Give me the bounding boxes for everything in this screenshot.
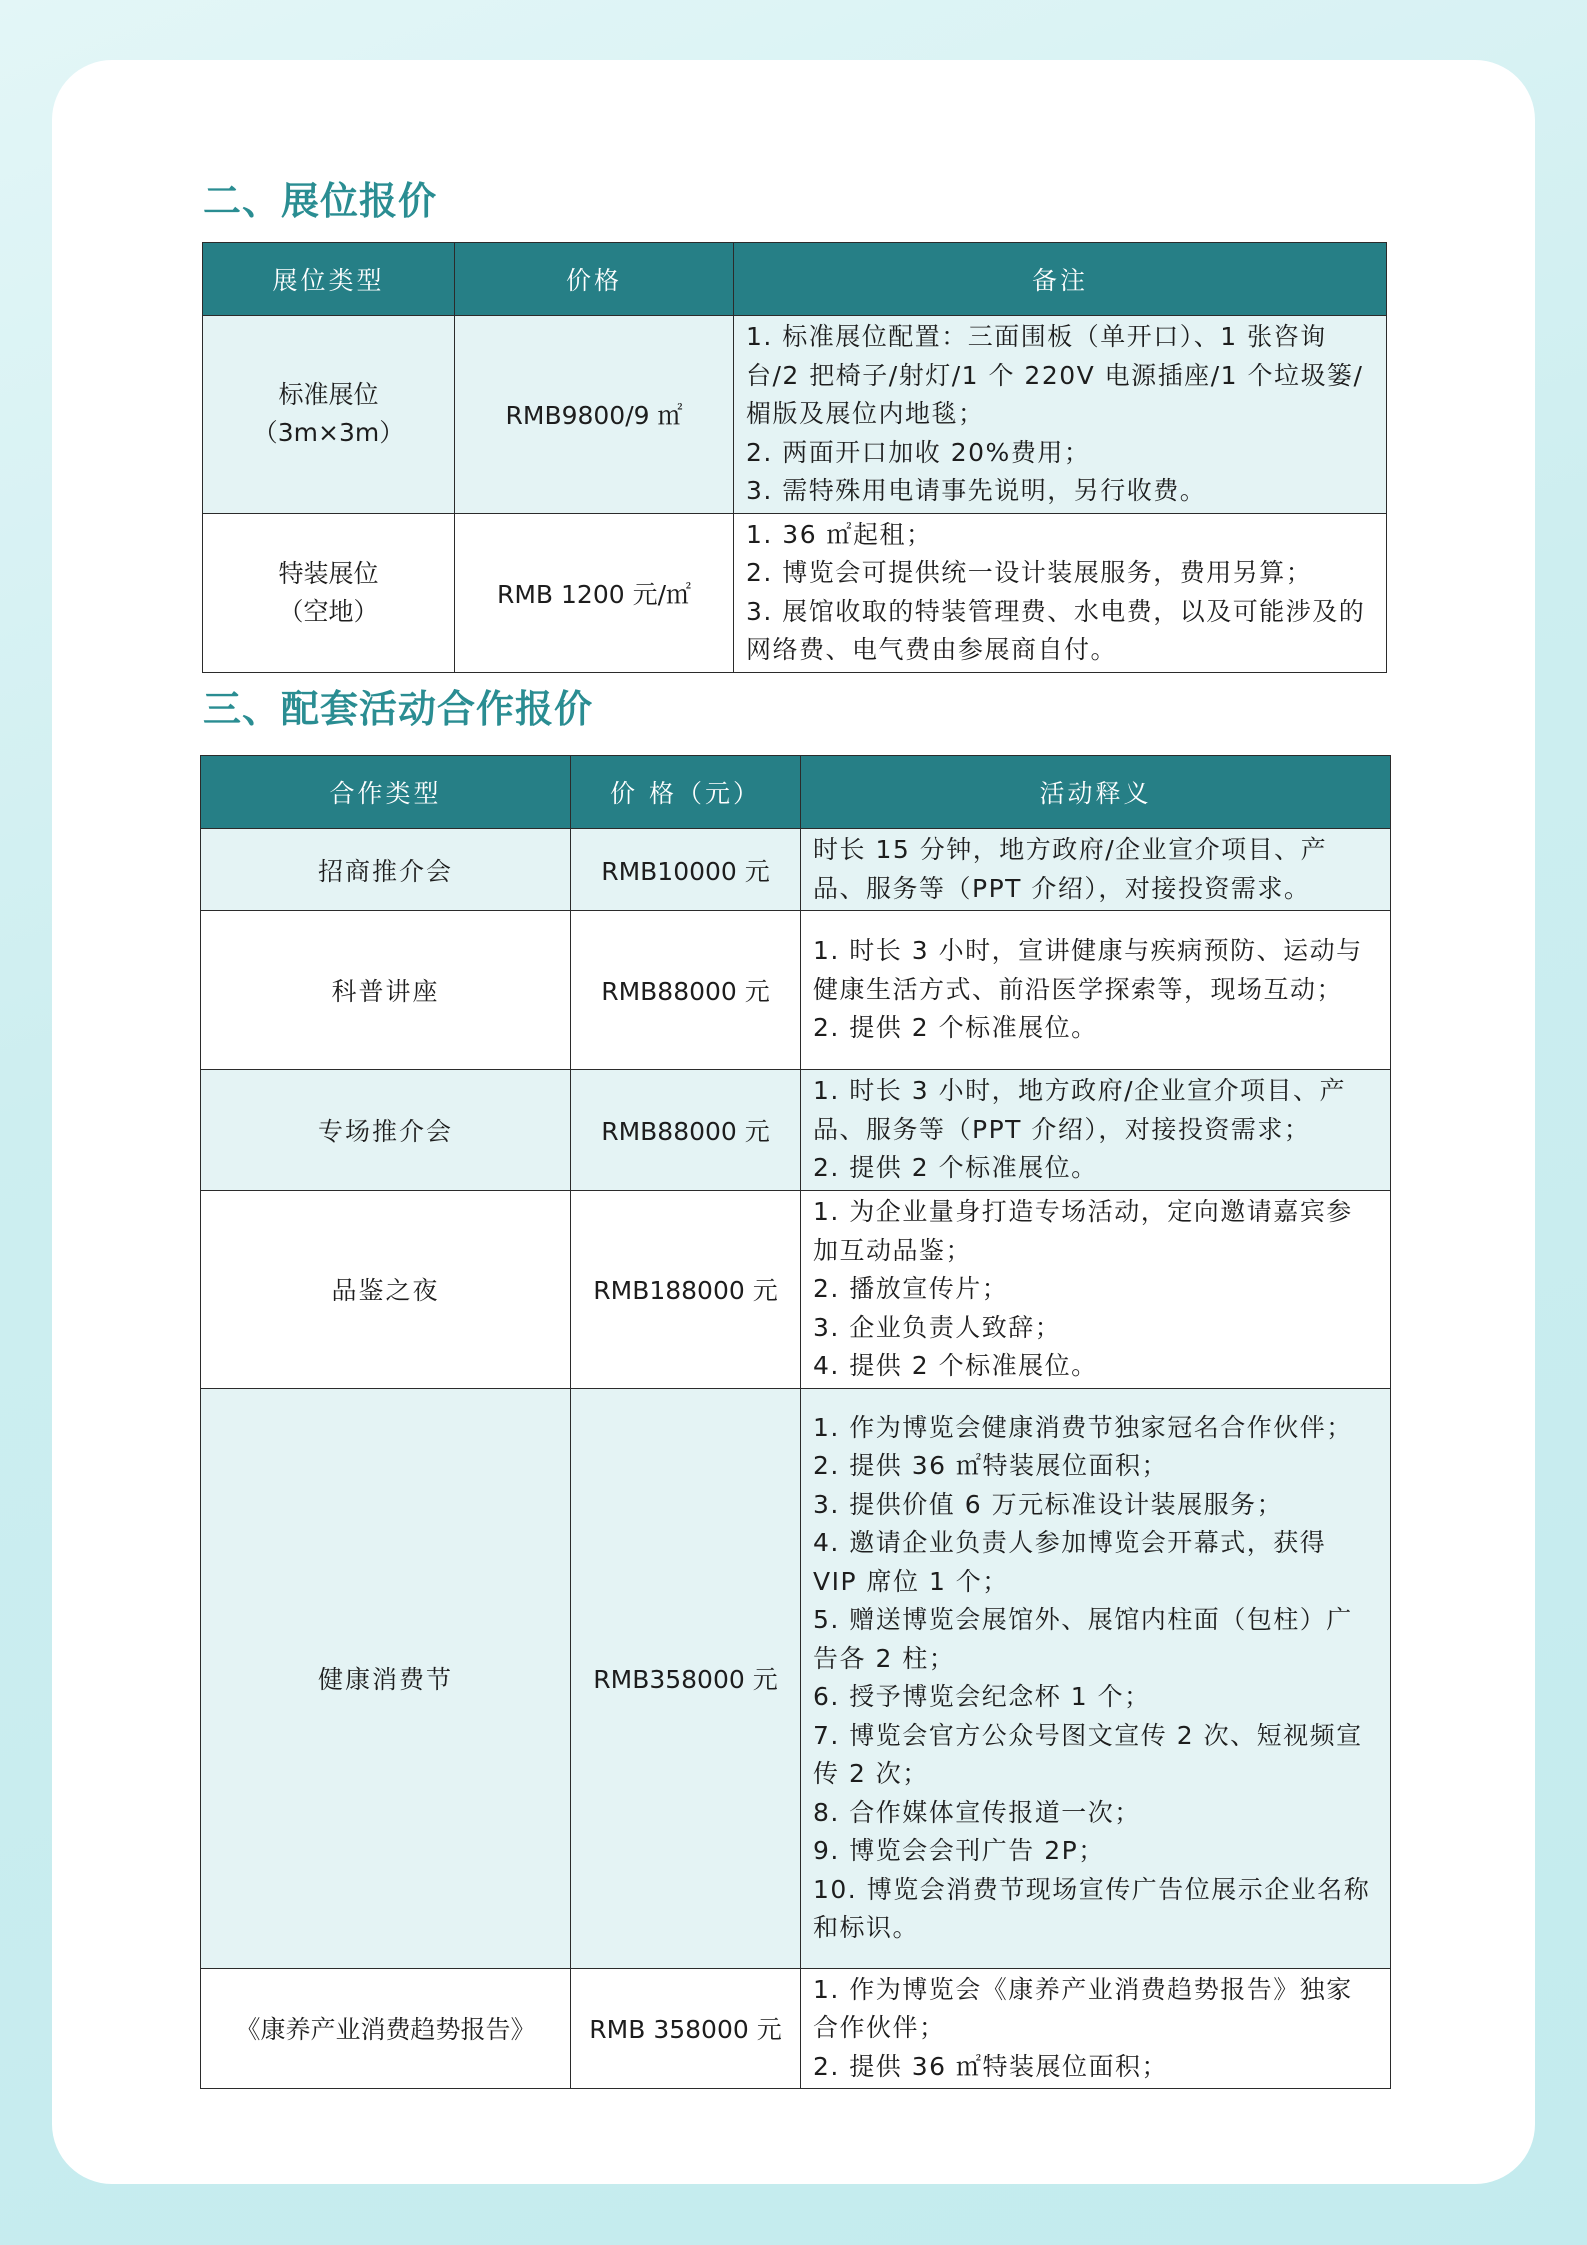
note-line: 1. 作为博览会健康消费节独家冠名合作伙伴；	[813, 1412, 1353, 1442]
header-description: 活动释义	[801, 756, 1391, 829]
table-row	[201, 1070, 1391, 1191]
note-line: 1. 作为博览会《康养产业消费趋势报告》独家合作伙伴；	[813, 1974, 1353, 2042]
activity-notes	[801, 829, 1391, 911]
note-line: 1. 36 ㎡起租；	[746, 519, 933, 549]
note-line: 1. 标准展位配置：三面围板（单开口）、1 张咨询台/2 把椅子/射灯/1 个 220V 电源插座/1 个垃圾篓/楣版及展位内地毯；	[746, 322, 1364, 428]
booth-size: （3m×3m）	[252, 418, 405, 448]
header-cooperation-type: 合作类型	[201, 756, 571, 829]
activity-type: 招商推介会	[201, 829, 571, 911]
note-line: 2. 两面开口加收 20%费用；	[746, 437, 1091, 467]
activity-notes	[801, 1191, 1391, 1389]
activity-notes	[801, 911, 1391, 1070]
table-row	[203, 316, 1387, 514]
note-line: 3. 展馆收取的特装管理费、水电费，以及可能涉及的网络费、电气费由参展商自付。	[746, 596, 1366, 664]
booth-notes	[734, 513, 1387, 672]
note-line: 2. 提供 2 个标准展位。	[813, 1013, 1098, 1043]
table-header-row	[203, 243, 1387, 316]
activity-type: 专场推介会	[201, 1070, 571, 1191]
activity-notes	[801, 1388, 1391, 1968]
booth-size: （空地）	[278, 596, 379, 626]
activity-price: RMB88000 元	[571, 911, 801, 1070]
activity-price-table	[200, 755, 1391, 2089]
activity-section-title: 三、配套活动合作报价	[203, 686, 594, 731]
note-line: 1. 时长 3 小时，宣讲健康与疾病预防、运动与健康生活方式、前沿医学探索等，现场互动；	[813, 936, 1363, 1004]
table-row	[201, 911, 1391, 1070]
note-line: 3. 需特殊用电请事先说明，另行收费。	[746, 476, 1207, 505]
activity-type: 科普讲座	[201, 911, 571, 1070]
activity-price: RMB10000 元	[571, 829, 801, 911]
activity-price: RMB88000 元	[571, 1070, 801, 1191]
note-line: 1. 时长 3 小时，地方政府/企业宣介项目、产品、服务等（PPT 介绍），对接投资需求；	[813, 1076, 1347, 1144]
table-row	[201, 1191, 1391, 1389]
header-price: 价 格（元）	[571, 756, 801, 829]
table-row	[201, 1388, 1391, 1968]
activity-type: 健康消费节	[201, 1388, 571, 1968]
table-row	[203, 513, 1387, 672]
note-line: 8. 合作媒体宣传报道一次；	[813, 1797, 1141, 1827]
note-line: 5. 赠送博览会展馆外、展馆内柱面（包柱）广告各 2 柱；	[813, 1605, 1353, 1673]
note-line: 4. 邀请企业负责人参加博览会开幕式，获得 VIP 席位 1 个；	[813, 1528, 1327, 1596]
note-line: 3. 提供价值 6 万元标准设计装展服务；	[813, 1489, 1284, 1519]
note-line: 1. 为企业量身打造专场活动，定向邀请嘉宾参加互动品鉴；	[813, 1197, 1353, 1265]
activity-price: RMB358000 元	[571, 1388, 801, 1968]
note-line: 2. 博览会可提供统一设计装展服务，费用另算；	[746, 558, 1313, 587]
header-booth-type: 展位类型	[203, 243, 455, 316]
activity-price: RMB 358000 元	[571, 1968, 801, 2089]
table-header-row	[201, 756, 1391, 829]
booth-type-cell	[203, 316, 455, 514]
booth-type: 特装展位	[278, 558, 379, 588]
booth-price: RMB 1200 元/㎡	[455, 513, 734, 672]
booth-price: RMB9800/9 ㎡	[455, 316, 734, 514]
activity-notes	[801, 1968, 1391, 2089]
note-line: 2. 提供 36 ㎡特装展位面积；	[813, 1451, 1169, 1480]
booth-price-table	[202, 242, 1387, 673]
activity-type: 品鉴之夜	[201, 1191, 571, 1389]
note-line: 10. 博览会消费节现场宣传广告位展示企业名称和标识。	[813, 1874, 1371, 1942]
note-line: 2. 提供 36 ㎡特装展位面积；	[813, 2051, 1169, 2081]
note-line: 2. 播放宣传片；	[813, 1274, 1009, 1303]
activity-type: 《康养产业消费趋势报告》	[201, 1968, 571, 2089]
note-line: 9. 博览会会刊广告 2P；	[813, 1836, 1105, 1865]
activity-notes	[801, 1070, 1391, 1191]
booth-section-title: 二、展位报价	[203, 178, 438, 223]
note-line: 4. 提供 2 个标准展位。	[813, 1351, 1098, 1380]
booth-type: 标准展位	[278, 380, 379, 410]
table-row	[201, 1968, 1391, 2089]
note-line: 6. 授予博览会纪念杯 1 个；	[813, 1682, 1151, 1711]
note-line: 2. 提供 2 个标准展位。	[813, 1153, 1098, 1183]
booth-type-cell	[203, 513, 455, 672]
note-line: 7. 博览会官方公众号图文宣传 2 次、短视频宣传 2 次；	[813, 1720, 1363, 1788]
table-row	[201, 829, 1391, 911]
note-line: 3. 企业负责人致辞；	[813, 1312, 1062, 1342]
header-price: 价格	[455, 243, 734, 316]
booth-notes	[734, 316, 1387, 514]
header-notes: 备注	[734, 243, 1387, 316]
activity-price: RMB188000 元	[571, 1191, 801, 1389]
note-line: 时长 15 分钟，地方政府/企业宣介项目、产品、服务等（PPT 介绍），对接投资需求。	[813, 835, 1328, 903]
